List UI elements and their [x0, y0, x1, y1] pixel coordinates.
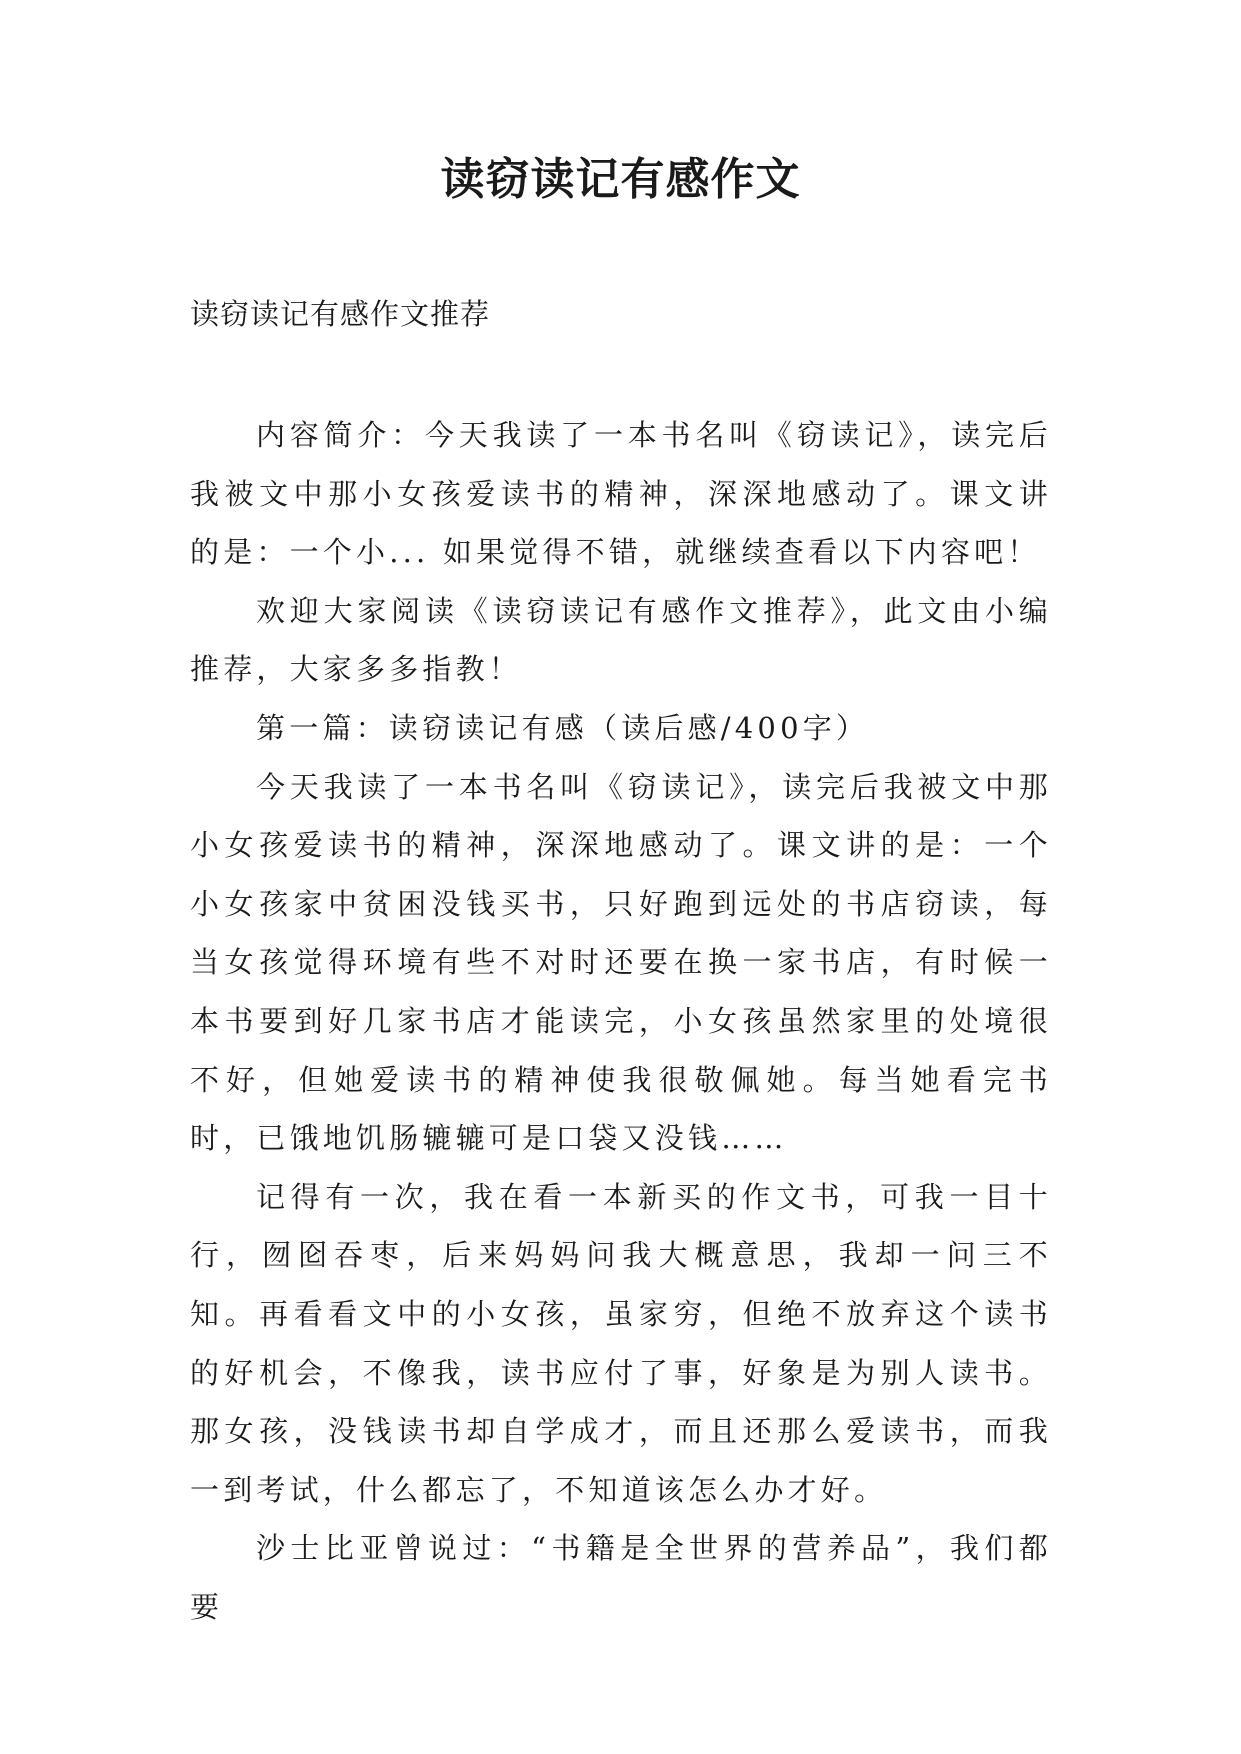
paragraph-body-1: 今天我读了一本书名叫《窃读记》，读完后我被文中那小女孩爱读书的精神，深深地感动了。课文讲的是：一个小女孩家中贫困没钱买书，只好跑到远处的书店窃读，每当女孩觉得环境有些不对时还要在换一家书店，有时候一本书要到好几家书店才能读完，小女孩虽然家里的处境很不好，但她爱读书的精神使我很敬佩她。每当她看完书时，已饿地饥肠辘辘可是口袋又没钱……	[190, 769, 1052, 1156]
paragraph-body-3: 沙士比亚曾说过：“书籍是全世界的营养品”，我们都要	[190, 1531, 1052, 1624]
document-body	[190, 406, 1052, 1636]
document-title: 读窃读记有感作文	[440, 154, 801, 205]
paragraph-summary: 内容简介：今天我读了一本书名叫《窃读记》，读完后我被文中那小女孩爱读书的精神，深深地感动了。课文讲的是：一个小... 如果觉得不错，就继续查看以下内容吧！	[190, 418, 1052, 570]
paragraph-welcome: 欢迎大家阅读《读窃读记有感作文推荐》，此文由小编推荐，大家多多指教！	[190, 593, 1052, 687]
paragraph-body-2: 记得有一次，我在看一本新买的作文书，可我一目十行，囫囵吞枣，后来妈妈问我大概意思，我却一问三不知。再看看文中的小女孩，虽家穷，但绝不放弃这个读书的好机会，不像我，读书应付了事，好象是为别人读书。那女孩，没钱读书却自学成才，而且还那么爱读书，而我一到考试，什么都忘了，不知道该怎么办才好。	[190, 1179, 1052, 1507]
paragraph-section-heading: 第一篇：读窃读记有感（读后感/400字）	[256, 710, 870, 745]
document-subtitle: 读窃读记有感作文推荐	[190, 297, 491, 331]
